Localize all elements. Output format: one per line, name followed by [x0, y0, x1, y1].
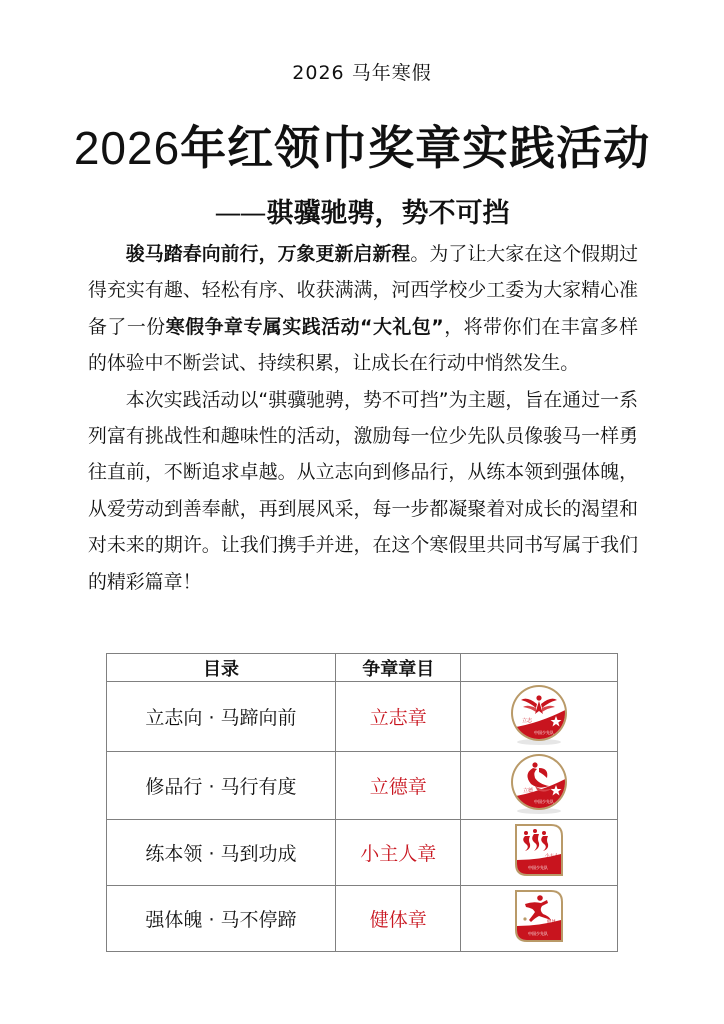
- table-row: [107, 886, 618, 952]
- svg-text:立志: 立志: [522, 718, 533, 724]
- title-year: 2026: [73, 122, 181, 174]
- page-title: [0, 112, 724, 178]
- badge-name-cell: 立志章: [335, 682, 460, 752]
- badge-name-cell: 立德章: [335, 752, 460, 820]
- subtitle-text: 骐骥驰骋，势不可挡: [266, 198, 510, 229]
- badge-name-cell: 健体章: [335, 886, 460, 952]
- badge-image-cell: [461, 682, 618, 752]
- table-row: [107, 752, 618, 820]
- badge-image-cell: [461, 886, 618, 952]
- subtitle-dash: ——: [214, 198, 265, 229]
- lide-badge-icon: [509, 754, 569, 814]
- badge-image-cell: [461, 820, 618, 886]
- intro-emphasis-2: 寒假争章专属实践活动“大礼包”: [165, 315, 444, 338]
- badge-table: [106, 653, 618, 952]
- catalog-cell: 练本领 · 马到功成: [107, 820, 336, 886]
- intro-paragraph-1: [88, 236, 638, 382]
- page-subtitle: [0, 191, 724, 230]
- lizhi-badge-icon: [509, 684, 569, 746]
- catalog-cell: 修品行 · 马行有度: [107, 752, 336, 820]
- header-catalog: 目录: [107, 654, 336, 682]
- badge-image-cell: [461, 752, 618, 820]
- jianti-badge-icon: [511, 888, 567, 946]
- table-header-row: [107, 654, 618, 682]
- intro-emphasis-1: 骏马踏春向前行，万象更新启新程: [125, 243, 411, 265]
- badge-name-cell: 小主人章: [335, 820, 460, 886]
- svg-text:小主人: 小主人: [545, 854, 559, 859]
- title-text: 年红领巾奖章实践活动: [180, 121, 651, 175]
- svg-text:中国少先队: 中国少先队: [528, 865, 549, 870]
- catalog-cell: 立志向 · 马蹄向前: [107, 682, 336, 752]
- header-badge-image: [461, 654, 618, 682]
- intro-text-2: ，将带你们在丰富多样的体验中不断尝试、持续积累，让成长在行动中悄然发生。: [88, 315, 639, 375]
- svg-text:中国少先队: 中国少先队: [534, 730, 555, 735]
- intro-paragraph-2: 本次实践活动以“骐骥驰骋，势不可挡”为主题，旨在通过一系列富有挑战性和趣味性的活动，激励每一位少先队员像骏马一样勇往直前，不断追求卓越。从立志向到修品行，从练本领到强体魄，从爱劳动到善奉献，再到展风采，每一步都凝聚着对成长的渴望和对未来的期许。让我们携手并进，在这个寒假里共同书写属于我们的精彩篇章！: [88, 388, 638, 593]
- intro-text-1: 。为了让大家在这个假期过得充实有趣、轻松有序、收获满满，河西学校少工委为大家精心准备了一份: [88, 243, 639, 338]
- svg-text:中国少先队: 中国少先队: [534, 799, 555, 804]
- intro-body: [88, 236, 638, 600]
- xiaozhuren-badge-icon: [511, 822, 567, 880]
- header-badge-name: 争章章目: [335, 654, 460, 682]
- kicker: 2026 马年寒假: [292, 62, 432, 84]
- table-row: [107, 682, 618, 752]
- svg-text:中国少先队: 中国少先队: [528, 931, 549, 936]
- catalog-cell: 强体魄 · 马不停蹄: [107, 886, 336, 952]
- svg-text:健体: 健体: [547, 920, 557, 925]
- table-row: [107, 820, 618, 886]
- svg-text:立德: 立德: [523, 788, 534, 794]
